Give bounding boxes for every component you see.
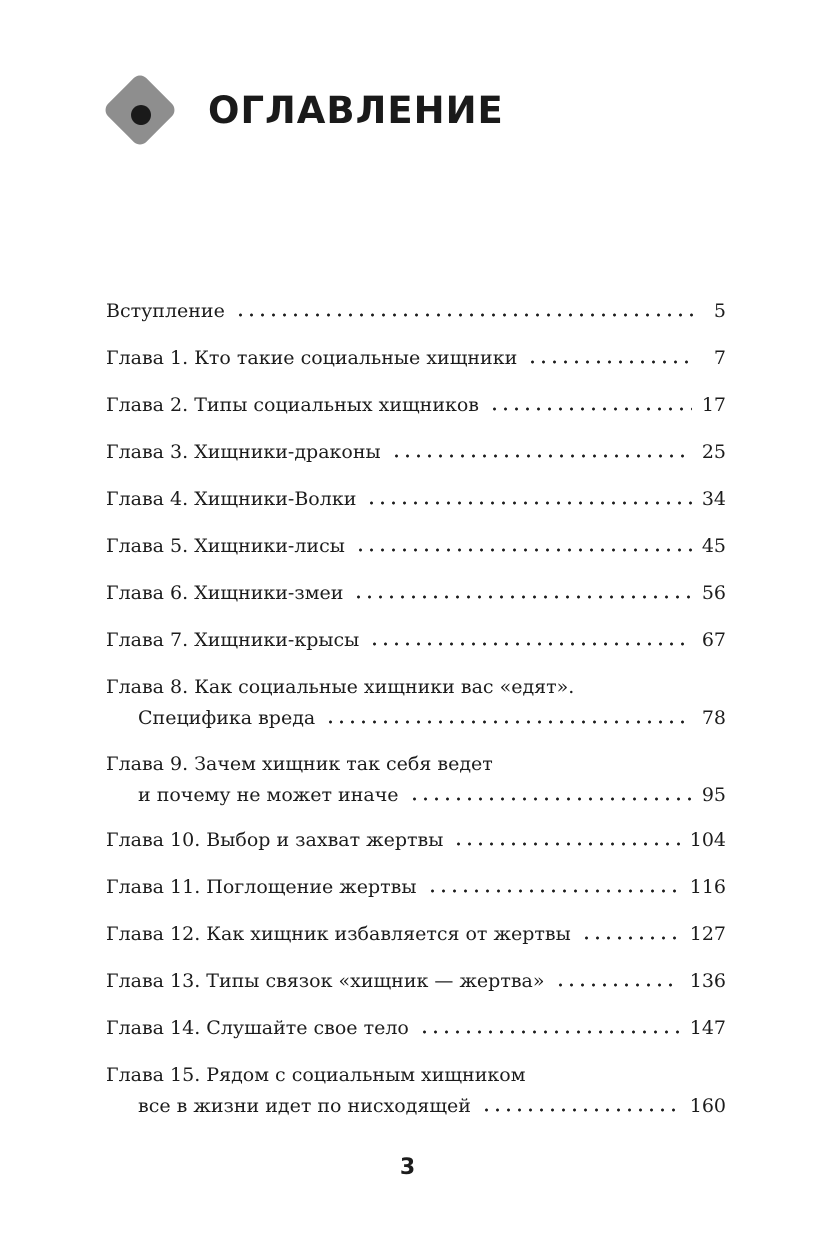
toc-entry-title: Глава 4. Хищники-Волки	[106, 488, 357, 510]
toc-entry[interactable]	[106, 919, 726, 950]
toc-entry[interactable]	[106, 390, 726, 421]
toc-entry[interactable]	[106, 825, 726, 856]
toc-entry[interactable]	[106, 872, 726, 903]
toc-entry[interactable]	[106, 1013, 726, 1044]
toc-entry[interactable]	[106, 749, 726, 811]
toc-entry[interactable]	[106, 484, 726, 515]
toc-page-number: 34	[701, 488, 726, 510]
toc-page-number: 17	[701, 394, 726, 416]
toc-entry-title: Глава 1. Кто такие социальные хищники	[106, 347, 518, 369]
toc-entry-title: Вступление	[106, 300, 225, 322]
dot-leader	[369, 640, 692, 648]
dot-leader	[235, 311, 696, 319]
toc-entry-title: Глава 9. Зачем хищник так себя ведет	[106, 753, 493, 775]
toc-entry-title: Глава 14. Слушайте свое тело	[106, 1017, 409, 1039]
toc-entry-title: Глава 11. Поглощение жертвы	[106, 876, 417, 898]
dot-leader	[481, 1106, 680, 1114]
toc-page-number: 116	[689, 876, 726, 898]
toc-entry-title: Глава 10. Выбор и захват жертвы	[106, 829, 444, 851]
toc-page-number: 25	[701, 441, 726, 463]
dot-leader	[581, 934, 680, 942]
toc-page-number: 5	[713, 300, 726, 322]
toc-entry-title: и почему не может иначе	[138, 784, 399, 806]
toc-page-number: 56	[701, 582, 726, 604]
dot-leader	[453, 840, 679, 848]
toc-entry-title: Глава 6. Хищники-змеи	[106, 582, 344, 604]
toc-entry[interactable]	[106, 625, 726, 656]
toc-entry-title: Глава 3. Хищники-драконы	[106, 441, 381, 463]
toc-page-number: 95	[701, 784, 726, 806]
toc-entry-title: все в жизни идет по нисходящей	[138, 1095, 471, 1117]
toc-page-number: 147	[689, 1017, 726, 1039]
toc-entry[interactable]	[106, 437, 726, 468]
toc-page-number: 45	[701, 535, 726, 557]
toc-page-number: 160	[689, 1095, 726, 1117]
toc-entry[interactable]	[106, 966, 726, 997]
dot-leader	[366, 499, 691, 507]
toc-entry-title: Глава 13. Типы связок «хищник — жертва»	[106, 970, 545, 992]
dot-leader	[555, 981, 680, 989]
toc-page-number: 127	[689, 923, 726, 945]
toc-entry-title: Глава 2. Типы социальных хищников	[106, 394, 479, 416]
toc-entry[interactable]	[106, 1060, 726, 1122]
page-number: 3	[399, 1155, 416, 1180]
toc-entry-title: Глава 8. Как социальные хищники вас «едят».	[106, 676, 575, 698]
toc-entry[interactable]	[106, 531, 726, 562]
toc-entry-title: Глава 12. Как хищник избавляется от жертвы	[106, 923, 571, 945]
toc-entry[interactable]	[106, 296, 726, 327]
dot-leader	[489, 405, 692, 413]
toc-entry-title: Глава 15. Рядом с социальным хищником	[106, 1064, 526, 1086]
dot-leader	[325, 718, 692, 726]
toc-page-number: 104	[689, 829, 726, 851]
dot-leader	[355, 546, 692, 554]
bullet-dot-icon	[131, 105, 151, 125]
toc-entry[interactable]	[106, 343, 726, 374]
toc-entry[interactable]	[106, 672, 726, 734]
dot-leader	[391, 452, 692, 460]
toc-entry[interactable]	[106, 578, 726, 609]
toc-page-number: 67	[701, 629, 726, 651]
toc-page-number: 136	[689, 970, 726, 992]
toc-page-number: 7	[713, 347, 726, 369]
toc-entry-title: Глава 7. Хищники-крысы	[106, 629, 360, 651]
dot-leader	[409, 795, 692, 803]
dot-leader	[527, 358, 696, 366]
dot-leader	[427, 887, 680, 895]
toc-entry-title: Глава 5. Хищники-лисы	[106, 535, 345, 557]
toc-page-number: 78	[701, 707, 726, 729]
dot-leader	[353, 593, 691, 601]
dot-leader	[419, 1028, 680, 1036]
toc-entry-title: Специфика вреда	[138, 707, 316, 729]
page-title: ОГЛАВЛЕНИЕ	[208, 89, 504, 132]
